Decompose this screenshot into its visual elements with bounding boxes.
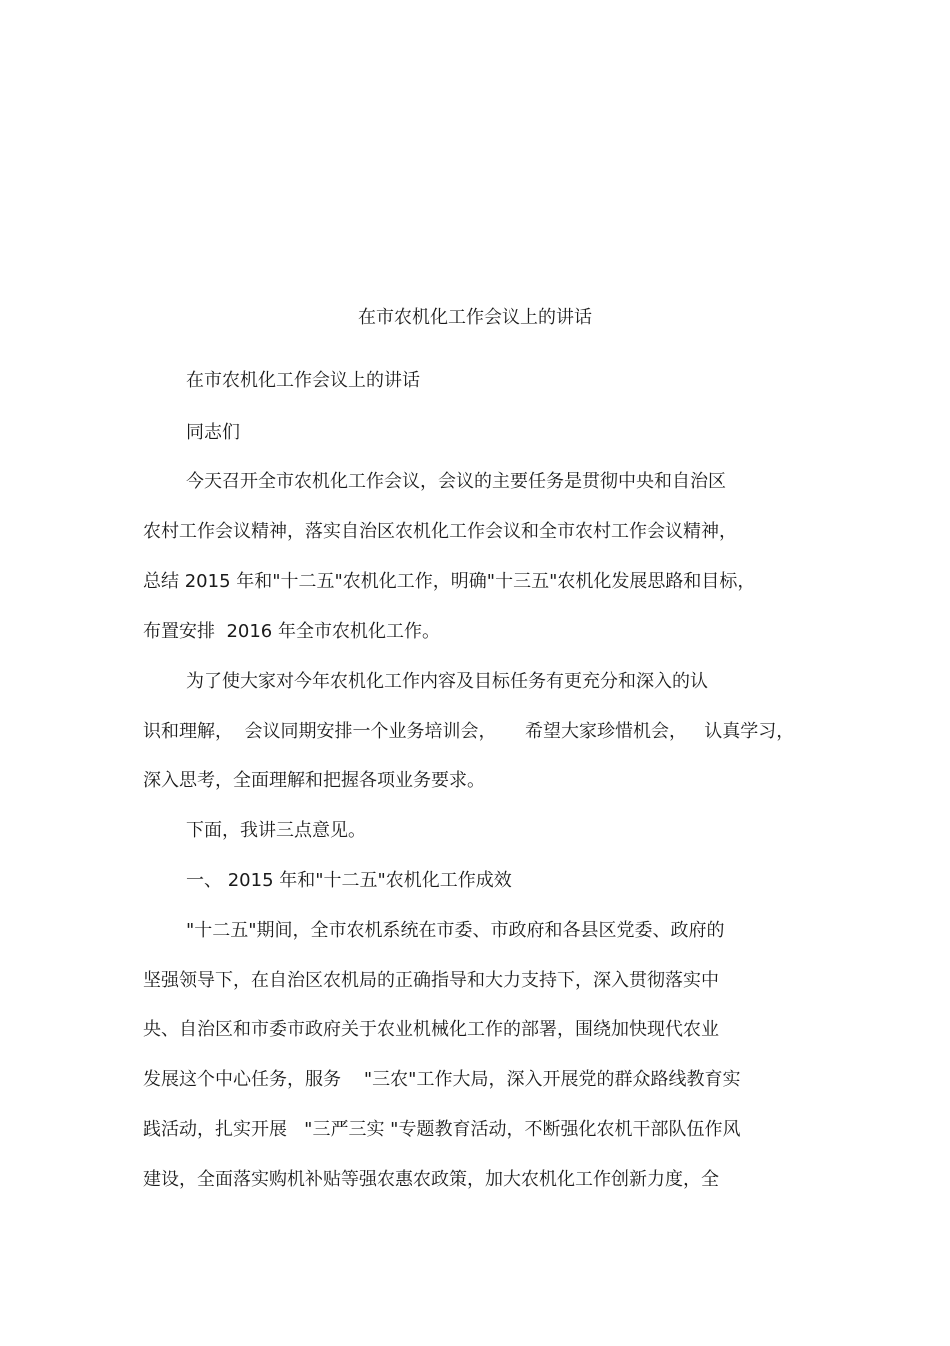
paragraph-line: 下面，我讲三点意见。: [186, 820, 366, 841]
paragraph-line: 践活动，扎实开展 "三严三实 "专题教育活动，不断强化农机干部队伍作风: [143, 1119, 741, 1140]
paragraph-line: 坚强领导下，在自治区农机局的正确指导和大力支持下，深入贯彻落实中: [143, 970, 719, 991]
paragraph-line: 今天召开全市农机化工作会议，会议的主要任务是贯彻中央和自治区: [186, 471, 726, 492]
document-title: 在市农机化工作会议上的讲话: [358, 307, 592, 328]
paragraph-line: 为了使大家对今年农机化工作内容及目标任务有更充分和深入的认: [186, 671, 708, 692]
paragraph-line: 发展这个中心任务，服务 "三农"工作大局，深入开展党的群众路线教育实: [143, 1069, 741, 1090]
paragraph-line: "十二五"期间，全市农机系统在市委、市政府和各县区党委、政府的: [186, 920, 725, 941]
paragraph-line: 布置安排 2016 年全市农机化工作。: [143, 621, 440, 642]
paragraph-line: 识和理解， 会议同期安排一个业务培训会， 希望大家珍惜机会， 认真学习，: [143, 721, 795, 742]
salutation-line: 同志们: [186, 422, 240, 443]
paragraph-line: 总结 2015 年和"十二五"农机化工作，明确"十三五"农机化发展思路和目标，: [143, 571, 756, 592]
paragraph-line: 农村工作会议精神，落实自治区农机化工作会议和全市农村工作会议精神，: [143, 521, 737, 542]
subtitle-line: 在市农机化工作会议上的讲话: [186, 370, 420, 391]
section-heading: 一、 2015 年和"十二五"农机化工作成效: [186, 870, 512, 891]
paragraph-line: 深入思考，全面理解和把握各项业务要求。: [143, 770, 485, 791]
paragraph-line: 央、自治区和市委市政府关于农业机械化工作的部署，围绕加快现代农业: [143, 1019, 719, 1040]
paragraph-line: 建设，全面落实购机补贴等强农惠农政策，加大农机化工作创新力度，全: [143, 1169, 719, 1190]
